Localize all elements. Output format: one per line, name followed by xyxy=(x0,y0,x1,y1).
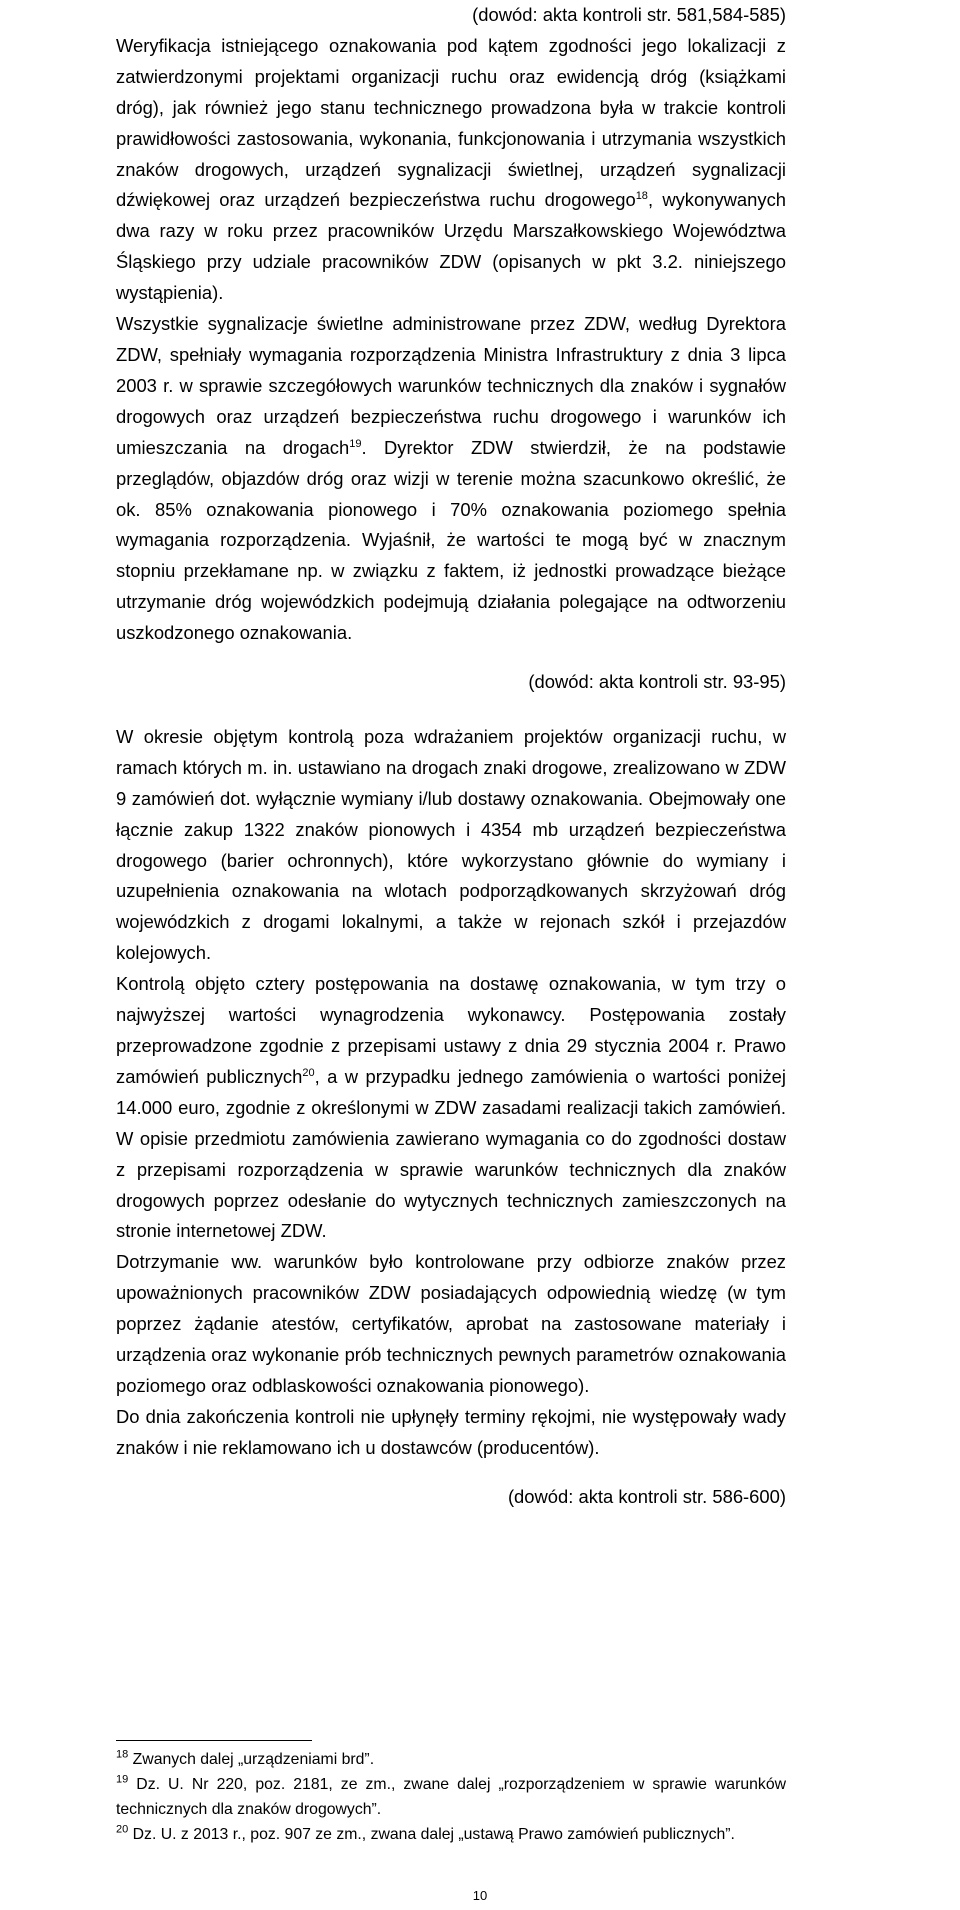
footnote-text: Dz. U. Nr 220, poz. 2181, ze zm., zwane dalej „rozporządzeniem w sprawie warunków technicznych dla znaków drogowych”. xyxy=(116,1776,787,1818)
main-text xyxy=(116,2,786,1513)
footnote-number: 19 xyxy=(116,1773,129,1786)
footnote-ref-18[interactable]: 18 xyxy=(635,190,648,203)
footnote-number: 20 xyxy=(116,1823,129,1836)
evidence-reference-2: (dowód: akta kontroli str. 93-95) xyxy=(528,671,786,693)
paragraph-1-text-after: , wykonywanych dwa razy w roku przez pracowników Urzędu Marszałkowskiego Województwa Śląskiego przy udziale pracowników ZDW (opisanych w pkt 3.2. niniejszego wystąpienia). xyxy=(116,189,786,304)
footnote-20 xyxy=(116,1822,786,1847)
paragraph-3: W okresie objętym kontrolą poza wdrażaniem projektów organizacji ruchu, w ramach których m. in. ustawiano na drogach znaki drogowe, zrealizowano w ZDW 9 zamówień dot. wyłącznie wymiany i/lub dostawy oznakowania. Obejmowały one łącznie zakup 1322 znaków pionowych i 4354 mb urządzeń bezpieczeństwa drogowego (barier ochronnych), które wykorzystano głównie do wymiany i uzupełnienia oznakowania na wlotach podporządkowanych skrzyżowań dróg wojewódzkich z drogami lokalnymi, a także w rejonach szkół i przejazdów kolejowych. xyxy=(116,725,786,964)
paragraph-4 xyxy=(116,969,786,1247)
paragraph-2 xyxy=(116,309,786,649)
paragraph-1-text: Weryfikacja istniejącego oznakowania pod kątem zgodności jego lokalizacji z zatwierdzonymi projektami organizacji ruchu oraz ewidencją dróg (książkami dróg), jak również jego stanu technicznego prowadzona była w trakcie kontroli prawidłowości zastosowania, wykonania, funkcjonowania i utrzymania wszystkich znaków drogowych, urządzeń sygnalizacji świetlnej, urządzeń sygnalizacji dźwiękowej oraz urządzeń bezpieczeństwa ruchu drogowego xyxy=(116,34,786,211)
footnote-text: Zwanych dalej „urządzeniami brd”. xyxy=(132,1751,375,1768)
footnote-ref-19[interactable]: 19 xyxy=(349,437,362,450)
footnote-ref-20[interactable]: 20 xyxy=(302,1066,315,1079)
evidence-reference-1: (dowód: akta kontroli str. 581,584-585) xyxy=(472,4,786,25)
paragraph-6: Do dnia zakończenia kontroli nie upłynęły terminy rękojmi, nie występowały wady znaków i nie reklamowano ich u dostawców (producentów). xyxy=(116,1405,786,1458)
footnote-separator xyxy=(116,1740,312,1741)
footnote-number: 18 xyxy=(116,1748,129,1761)
paragraph-4-text-after: , a w przypadku jednego zamówienia o wartości poniżej 14.000 euro, zgodnie z określonymi w ZDW zasadami realizacji takich zamówień. W opisie przedmiotu zamówienia zawierano wymagania co do zgodności dostaw z przepisami rozporządzenia w sprawie warunków technicznych dla znaków drogowych poprzez odesłanie do wytycznych technicznych zamieszczonych na stronie internetowej ZDW. xyxy=(116,1065,786,1242)
paragraph-5: Dotrzymanie ww. warunków było kontrolowane przy odbiorze znaków przez upoważnionych pracowników ZDW posiadających odpowiednią wiedzę (w tym poprzez żądanie atestów, certyfikatów, aprobat na zastosowane materiały i urządzenia oraz wykonanie prób technicznych pewnych parametrów oznakowania poziomego oraz odblaskowości oznakowania pionowego). xyxy=(116,1251,786,1396)
page-number: 10 xyxy=(472,1888,488,1903)
paragraph-2-text-after: . Dyrektor ZDW stwierdził, że na podstawie przeglądów, objazdów dróg oraz wizji w terenie można szacunkowo określić, że ok. 85% oznakowania pionowego i 70% oznakowania poziomego spełnia wymagania rozporządzenia. Wyjaśnił, że wartości te mogą być w znacznym stopniu przekłamane np. w związku z faktem, iż jednostki prowadzące bieżące utrzymanie dróg wojewódzkich podejmują działania polegające na odtworzeniu uszkodzonego oznakowania. xyxy=(116,436,786,644)
footnote-19 xyxy=(116,1772,786,1822)
paragraph-2-text: Wszystkie sygnalizacje świetlne administrowane przez ZDW, według Dyrektora ZDW, spełniały wymagania rozporządzenia Ministra Infrastruktury z dnia 3 lipca 2003 r. w sprawie szczegółowych warunków technicznych dla znaków i sygnałów drogowych oraz urządzeń bezpieczeństwa ruchu drogowego i warunków ich umieszczania na drogach xyxy=(116,313,786,458)
footnote-text: Dz. U. z 2013 r., poz. 907 ze zm., zwana dalej „ustawą Prawo zamówień publicznych”. xyxy=(132,1826,735,1843)
paragraph-1 xyxy=(116,31,786,309)
footnotes xyxy=(116,1740,786,1847)
footnote-18 xyxy=(116,1747,786,1772)
evidence-reference-3: (dowód: akta kontroli str. 586-600) xyxy=(507,1485,786,1507)
paragraph-4-text: Kontrolą objęto cztery postępowania na dostawę oznakowania, w tym trzy o najwyższej wartości wynagrodzenia wykonawcy. Postępowania zostały przeprowadzone zgodnie z przepisami ustawy z dnia 29 stycznia 2004 r. Prawo zamówień publicznych xyxy=(116,973,786,1087)
